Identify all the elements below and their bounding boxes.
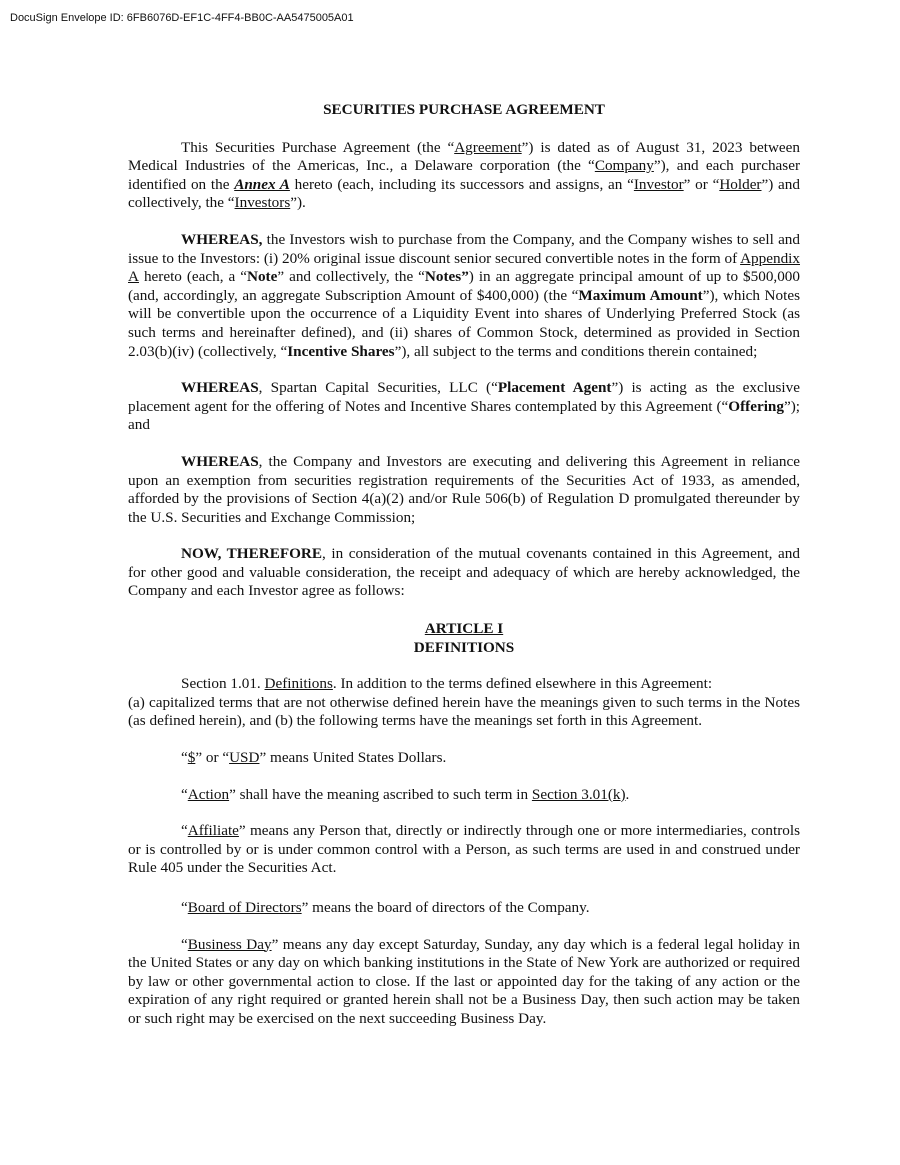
definition-board-of-directors: “Board of Directors” means the board of directors of the Company. xyxy=(181,899,590,916)
definition-action: “Action” shall have the meaning ascribed to such term in Section 3.01(k). xyxy=(181,785,630,803)
section-1-01-body: (a) capitalized terms that are not otherwise defined herein have the meanings given to such terms in the Notes (as defined herein), and (b) the following terms have the meanings set forth in this Agreement. xyxy=(128,693,800,730)
term-holder: Holder xyxy=(719,175,762,193)
article-heading xyxy=(128,620,800,657)
term-company: Company xyxy=(594,157,654,175)
term-agreement: Agreement xyxy=(454,138,522,156)
definition-affiliate: “Affiliate” means any Person that, directly or indirectly through one or more intermediaries, controls or is controlled by or is under common control with a Person, as such terms are used in and construed under Rule 405 under the Securities Act. xyxy=(128,822,800,877)
term-investor: Investor xyxy=(633,175,684,193)
document-title: SECURITIES PURCHASE AGREEMENT xyxy=(323,101,605,118)
definitions-heading: Definitions xyxy=(264,675,333,693)
docusign-envelope-id: DocuSign Envelope ID: 6FB6076D-EF1C-4FF4-BB0C-AA5475005A01 xyxy=(10,12,354,24)
section-1-01-heading: Section 1.01. Definitions. In addition to the terms defined elsewhere in this Agreement: xyxy=(181,675,713,693)
intro-paragraph: This Securities Purchase Agreement (the “Agreement”) is dated as of August 31, 2023 between Medical Industries of the Americas, Inc., a Delaware corporation (the “Company”), and each purchaser identified on the Annex A hereto (each, including its successors and assigns, an “Investor” or “Holder”) and collectively, the “Investors”). xyxy=(128,138,801,212)
article-title: DEFINITIONS xyxy=(413,638,515,656)
whereas-paragraph-3: WHEREAS, the Company and Investors are executing and delivering this Agreement in reliance upon an exemption from securities registration requirements of the Securities Act of 1933, as amended, afforded by the provisions of Section 4(a)(2) and/or Rule 506(b) of Regulation D promulgated thereunder by the U.S. Securities and Exchange Commission; xyxy=(128,452,800,526)
whereas-paragraph-1: WHEREAS, the Investors wish to purchase from the Company, and the Company wishes to sell and issue to the Investors: (i) 20% original issue discount senior secured convertible notes in the form of Appendix A hereto (each, a “Note” and collectively, the “Notes”) in an aggregate principal amount of up to $500,000 (and, accordingly, an aggregate Subscription Amount of $400,000) (the “Maximum Amount”), which Notes will be convertible upon the occurrence of a Liquidity Event into shares of Underlying Preferred Stock (as such terms and hereinafter defined), and (ii) shares of Common Stock, determined as provided in Section 2.03(b)(iv) (collectively, “Incentive Shares”), all subject to the terms and conditions therein contained; xyxy=(128,230,800,360)
section-3-01-k-reference: Section 3.01(k) xyxy=(531,785,626,803)
whereas-paragraph-2: WHEREAS, Spartan Capital Securities, LLC (“Placement Agent”) is acting as the exclusive placement agent for the offering of Notes and Incentive Shares contemplated by this Agreement (“Offering”); and xyxy=(128,379,800,434)
article-number: ARTICLE I xyxy=(424,620,504,638)
now-therefore-paragraph: NOW, THEREFORE, in consideration of the mutual covenants contained in this Agreement, and for other good and valuable consideration, the receipt and adequacy of which are hereby acknowledged, the Company and each Investor agree as follows: xyxy=(128,545,800,600)
definition-business-day: “Business Day” means any day except Saturday, Sunday, any day which is a federal legal holiday in the United States or any day on which banking institutions in the State of New York are authorized or required by law or other governmental action to close. If the last or appointed day for the taking of any action or the expiration of any right required or granted herein shall not be a Business Day, then such action may be taken or such right may be exercised on the next succeeding Business Day. xyxy=(128,935,801,1027)
document-page xyxy=(128,101,800,1029)
annex-a-reference: Annex A xyxy=(234,175,290,193)
appendix-a-reference: Appendix A xyxy=(128,249,800,286)
definition-usd: “$” or “USD” means United States Dollars. xyxy=(181,749,447,767)
term-investors: Investors xyxy=(234,194,291,212)
